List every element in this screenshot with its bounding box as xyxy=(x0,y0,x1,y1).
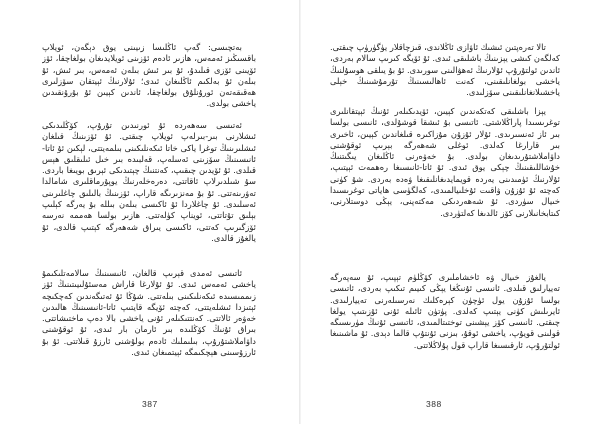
right-paragraph-3: يالغۇز خىيال ۋە ئاخشاملىرى كۆڭلۈم تېپىپ، ئۇ سەپەرگە تەييارلىق قىلدى. ئانىسى ئۇنىڭغا يېڭى كىيىم تىكىپ بەردى، ئاتىسى بولسا ئۇزۇن يول ئۈچۈن كېرەكلىك نەرسىلەرنى تەييارلىدى. ئايرىلىش كۈنى يېتىپ كەلدى. پۈتۈن ئائىلە ئۇنى ئۇزىتىپ يولغا چىقتى. ئانىسى كۆز يېشىنى توختىتالمىدى، ئاتىسى ئۇنىڭ مۈرىسىگە قولىنى قويۇپ، ياخشى ئوقۇ، بىزنى ئۇنتۇپ قالما دېدى. ئۇ ماشىنىغا ئولتۇرۇپ، ئارقىسىغا قاراپ قول پۇلاڭلاتتى. xyxy=(330,272,560,350)
right-page xyxy=(302,0,600,424)
left-page-number: 387 xyxy=(142,399,158,409)
right-paragraph-2: يېزا باشلىقى كەتكەندىن كېيىن، ئۆيدىكىلەر ئۇنىڭ ئېيتقانلىرى توغرىسىدا پاراڭلاشتى. ئاتىسى بۇ ئىشقا قوشۇلدى، ئانىسى بولسا بىر ئاز ئەنسىرىدى. ئۇلار ئۇزۇن مۇزاكىرە قىلغاندىن كېيىن، ئاخىرى بىر قارارغا كەلدى. ئوغلى شەھەرگە بېرىپ ئوقۇشنى داۋاملاشتۇرىدىغان بولدى. بۇ خەۋەرنى ئاڭلىغان يىگىتنىڭ خۇشاللىقىنىڭ چېكى يوق ئىدى. ئۇ ئاتا-ئانىسىغا رەھمەت ئېيتىپ، ئۇلارنىڭ ئۈمىدىنى يەردە قويمايدىغانلىقىغا ۋەدە بەردى. شۇ كۈنى كەچتە ئۇ ئۇزۇن ۋاقىت ئۇخلىيالمىدى، كەلگۈسى ھاياتى توغرىسىدا خىيال سۈردى. ئۇ شەھەردىكى مەكتەپنى، يېڭى دوستلارنى، كىتابخانىلارنى كۆز ئالدىغا كەلتۈردى. xyxy=(330,106,560,218)
book-gutter xyxy=(299,0,301,424)
right-paragraph-1: تالا تەرەپتىن ئىشىك ئاۋازى ئاڭلاندى، قىزچاقلار يۈگۈرۈپ چىقتى. كەلگەن كىشى يېزىنىڭ باشلىقى ئىدى. ئۇ ئۆيگە كىرىپ سالام بەردى، ئاندىن ئولتۇرۇپ ئۇلارنىڭ ئەھۋالىنى سورىدى. ئۇ بۇ يىلقى ھوسۇلنىڭ ياخشى بولغانلىقىنى، كەنت ئاھالىسىنىڭ تۇرمۇشىنىڭ خېلى ياخشىلانغانلىقىنى سۆزلىدى. xyxy=(330,42,560,98)
left-paragraph-3: ئاتىسى ئەمدى قېرىپ قالغان، ئانىسىنىڭ سالامەتلىكىمۇ ياخشى ئەمەس ئىدى. ئۇ ئۇلارغا قاراش مەسئۇلىيىتىنىڭ ئۆز زىممىسىدە ئىكەنلىكىنى بىلەتتى. شۇڭا ئۇ ئەتىگەندىن كەچكىچە ئېتىزدا ئىشلەيتتى، كەچتە ئۆيگە قايتىپ ئاتا-ئانىسىنىڭ ھالىدىن خەۋەر ئالاتتى. كەنتتىكىلەر ئۇنى ياخشى بالا دەپ ماختىشاتتى. بىراق ئۇنىڭ كۆڭلىدە بىر ئارمان بار ئىدى، ئۇ ئوقۇشنى داۋاملاشتۇرۇپ، بىلىملىك ئادەم بولۇشنى ئارزۇ قىلاتتى. ئۇ بۇ ئارزۇسىنى ھېچكىمگە ئېيتمىغان ئىدى. xyxy=(42,268,256,358)
right-page-number: 388 xyxy=(426,399,442,409)
left-paragraph-1: بەتچىسى: گەپ ئاڭلىسا زىيىنى يوق دېگەن، ئويلاپ باقسىڭىز ئەمەس، ھازىر ئادەم ئۆزىنى ئويلايدىغان بولغاچقا، ئۆز ئۆيىنى ئۆزى قىلىدۇ، ئۇ بىر ئىش بىلەن ئەمەس، بىر ئىش، ئۇ بىلەن ئۇ بەلكىم ئاڭلىغان ئىدى؛ ئۇلارنىڭ ئېيتقان سۆزلىرى ھەقىقەتەن ئورۇنلۇق بولغاچقا، ئاندىن كېيىن ئۇ بۇرۇنقىدىن ياخشى بولدى. xyxy=(42,42,256,109)
left-paragraph-2: ئەتىسى سەھەردە ئۇ ئورنىدىن تۇرۇپ، كۆڭلىدىكى ئىشلارنى بىر-بىرلەپ ئويلاپ چىقتى. ئۇ ئۆزىنىڭ قىلغان ئىشلىرىنىڭ توغرا ياكى خاتا ئىكەنلىكىنى بىلمەيتتى، لېكىن ئۇ ئاتا-ئانىسىنىڭ سۆزىنى ئەسلەپ، قەلبىدە بىر خىل ئىلىقلىق ھېس قىلدى. ئۇ ئۆيدىن چىقىپ، كەنتنىڭ چېتىدىكى ئېرىق بويىغا باردى. سۇ شىلدىرلاپ ئاقاتتى، دەرەخلەرنىڭ يوپۇرماقلىرى شامالدا تەۋرىنەتتى. ئۇ بۇ مەنزىرىگە قاراپ، ئۆزىنىڭ بالىلىق چاغلىرىنى ئەسلىدى. ئۇ چاغلاردا ئۇ ئاكىسى بىلەن بىللە بۇ يەرگە كېلىپ بېلىق تۇتاتتى، ئويناپ كۈلەتتى. ھازىر بولسا ھەممە نەرسە ئۆزگىرىپ كەتتى، ئاكىسى يىراق شەھەرگە كېتىپ قالدى، ئۇ يالغۇز قالدى. xyxy=(42,120,256,243)
left-page xyxy=(0,0,298,424)
